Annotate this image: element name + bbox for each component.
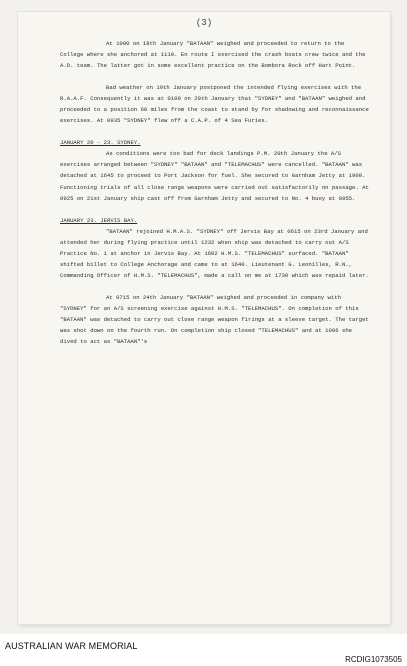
document-page bbox=[18, 12, 390, 624]
archive-footer bbox=[0, 634, 407, 666]
section-heading: JANUARY 23. JERVIS BAY. bbox=[60, 216, 138, 224]
record-id: RCDIG1073505 bbox=[345, 655, 402, 664]
paragraph: Bad weather on 19th January postponed the intended flying exercises with the R.A.A.F. Consequently it was at 0100 on 20th January that "SYDNEY" and "BATAAN" weighed and proceeded to a position 60 miles from the coast to stand by for shadowing and reconnaissance exercises. At 0935 "SYDNEY" flew off a C.A.P. of 4 Sea Furies. bbox=[60, 84, 369, 125]
section-heading: JANUARY 20 - 23. SYDNEY. bbox=[60, 139, 141, 147]
institution-label: AUSTRALIAN WAR MEMORIAL bbox=[5, 641, 138, 651]
paragraph: At 0715 on 24th January "BATAAN" weighed and proceeded in company with "SYDNEY" for an A/S screening exercise against H.M.S. "TELEMACHUS". On completion of this "BATAAN" was detached to carry out close range weapon firings at a sleeve target. The target was shot down on the fourth run. On completion ship closed "TELEMACHUS" and at 1006 she dived to act as "BATAAN"'s bbox=[60, 293, 369, 346]
page-number: (3) bbox=[195, 18, 213, 28]
paragraph: As conditions were too bad for deck landings P.M. 20th January the A/S exercises arranged between "SYDNEY" "BATAAN" and "TELEMACHUS" were cancelled. "BATAAN" was detached at 1645 to proceed to Port Jackson for fuel. She secured to Garnham Jetty at 1900. Functioning trials of all close range weapons were carried out satisfactorily on passage. At 0925 on 21st January ship cast off from Garnham Jetty and secured to No. 4 buoy at 0955. bbox=[60, 150, 369, 202]
document-body bbox=[60, 38, 370, 358]
paragraph: "BATAAN" rejoined H.M.A.S. "SYDNEY" off Jervis Bay at 0615 on 23rd January and attended her during flying practice until 1232 when ship was detached to carry out A/S Practice No. 1 at anchor in Jervis Bay. At 1602 H.M.S. "TELEMACHUS" surfaced. "BATAAN" shifted billet to College Anchorage and came to at 1640. Lieutenant G. Leonilles, R.N., Commanding Officer of H.M.S. "TELEMACHUS", made a call on me at 1730 which was repaid later. bbox=[60, 227, 369, 279]
paragraph: At 1000 on 18th January "BATAAN" weighed and proceeded to return to the College where she anchored at 1110. En route I exercised the crash boats crew twice and the A.D. team. The latter got in some excellent practice on the Bombora Rock off Hart Point. bbox=[60, 40, 366, 70]
